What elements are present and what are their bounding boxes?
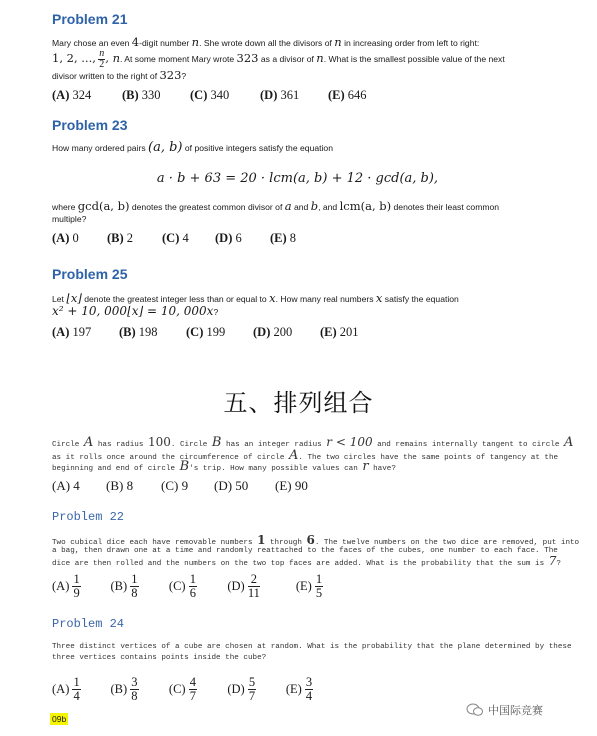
text: . How many real numbers [275, 294, 376, 304]
math: 4 [131, 35, 140, 49]
math: 323 [236, 50, 259, 65]
math: ⌊x⌋ [66, 291, 82, 305]
problem-22-line-3: dice are then rolled and the numbers on the two top faces are added. What is the probability that the sum is 7? [52, 554, 561, 568]
text: satisfy the equation [382, 294, 459, 304]
text: of positive integers satisfy the equation [182, 143, 333, 153]
problem-21-choices: (A) 324 (B) 330 (C) 340 (D) 361 (E) 646 [52, 88, 367, 102]
math: n [191, 35, 200, 49]
text: ? [181, 71, 187, 81]
equation: x² + 10, 000⌊x⌋ = 10, 000x [52, 304, 214, 318]
text: divisor written to the right of [52, 71, 160, 81]
chat-bubble-icon [466, 703, 484, 717]
text: How many ordered pairs [52, 143, 149, 153]
text: -digit number [139, 38, 192, 48]
circle-problem-choices: (A) 4 (B) 8 (C) 9 (D) 50 (E) 90 [52, 478, 308, 493]
circle-problem-line-3: beginning and end of circle B's trip. How many possible values can r have? [52, 459, 396, 474]
math: x [375, 291, 383, 305]
text: where [52, 202, 78, 212]
problem-23-title: Problem 23 [52, 117, 128, 133]
math: (a, b) [148, 140, 183, 155]
math: 323 [159, 68, 182, 82]
math: gcd(a, b) [77, 199, 130, 213]
watermark [466, 702, 543, 718]
text: denote the greatest integer less than or equal to [81, 294, 270, 304]
text: , and [318, 202, 340, 212]
problem-23-equation [0, 169, 597, 187]
page-tag: 09b [52, 714, 67, 724]
problem-21-line-3 [52, 69, 186, 82]
problem-23-line-3: multiple? [52, 214, 87, 224]
problem-22-line-1: Two cubical dice each have removable numbers 1 through 6. The twelve numbers on the two dice are removed, put into [52, 533, 580, 547]
problem-24-choices: (A) $\frac{1}{4}$ (B) $\frac{3}{8}$ (C) $\frac{4}{7}$ (D) $\frac{5}{7}$ (E) $\frac{3}{4}$ [52, 675, 313, 703]
text: Let [52, 294, 67, 304]
circle-problem-line-1: Circle A has radius 100. Circle B has an integer radius r < 100 and remains internally tangent to circle A [52, 435, 574, 450]
problem-24-line-2: three vertices contains points inside the cube? [52, 654, 267, 662]
text: . At some moment Mary wrote [120, 53, 237, 64]
math: , n [105, 50, 120, 65]
text: in increasing order from left to right: [341, 38, 480, 48]
problem-24-title: Problem 24 [52, 617, 125, 631]
watermark-text: 中国际竞赛 [488, 704, 543, 717]
problem-23-line-1 [52, 142, 333, 154]
math: a [284, 199, 292, 213]
problem-25-line-2 [52, 305, 218, 318]
math: lcm(a, b) [339, 199, 392, 213]
math: n [334, 35, 342, 49]
problem-21-line-2 [52, 49, 505, 70]
math-seq: 1, 2, ..., [52, 50, 96, 65]
numerator: n [99, 48, 105, 59]
problem-24-line-1: Three distinct vertices of a cube are chosen at random. What is the probability that the plane determined by these [52, 643, 572, 651]
text: . She wrote down all the divisors of [199, 38, 335, 48]
text: and [291, 202, 311, 212]
problem-22-line-2: a bag, then drawn one at a time and randomly reattached to the faces of the cubes, one number to each face. The [52, 547, 558, 555]
math: x [269, 291, 276, 305]
problem-22-title: Problem 22 [52, 510, 125, 524]
equation: a · b + 63 = 20 · lcm(a, b) + 12 · gcd(a, b), [156, 171, 439, 186]
circle-problem-line-2: as it rolls once around the circumference of circle A. The two circles have the same points of tangency at the [52, 448, 559, 463]
problem-25-choices: (A) 197 (B) 198 (C) 199 (D) 200 (E) 201 [52, 325, 359, 339]
problem-21-title: Problem 21 [52, 11, 128, 27]
text: denotes their least common [391, 202, 500, 212]
problem-22-choices: (A) $\frac{1}{9}$ (B) $\frac{1}{8}$ (C) $\frac{1}{6}$ (D) $\frac{2}{11}$ (E) $\frac{1}{5}$ [52, 572, 323, 600]
math: n [316, 50, 324, 65]
section-heading: 五、排列组合 [223, 389, 374, 417]
text: . What is the smallest possible value of the next [323, 53, 505, 64]
text: as a divisor of [258, 53, 317, 64]
text: Mary chose an even [52, 38, 132, 48]
text: ? [213, 307, 219, 317]
denominator: 2 [99, 59, 105, 70]
problem-21-line-1 [52, 36, 572, 49]
problem-25-title: Problem 25 [52, 266, 128, 282]
problem-23-line-2 [52, 200, 499, 213]
text: denotes the greatest common divisor of [129, 202, 285, 212]
problem-23-choices: (A) 0 (B) 2 (C) 4 (D) 6 (E) 8 [52, 231, 297, 245]
math: b [310, 199, 319, 213]
